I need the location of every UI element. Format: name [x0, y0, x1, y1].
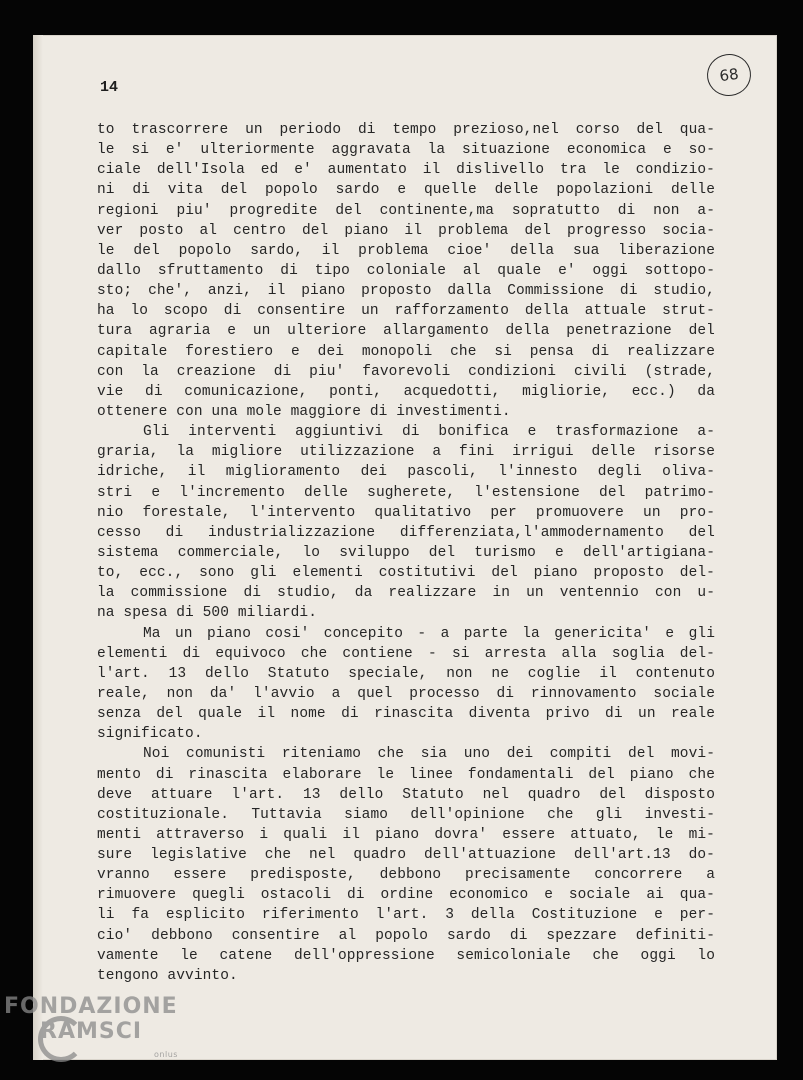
archive-number: 68 — [718, 64, 740, 86]
text-line: capitale forestiero e dei monopoli che si pensa di realizzare — [97, 343, 715, 360]
text-line: to trascorrere un periodo di tempo prezioso,nel corso del qua- — [97, 122, 715, 138]
page-spine-shadow — [33, 35, 43, 1060]
text-line: na spesa di 500 miliardi. — [97, 605, 318, 622]
text-line: le del popolo sardo, il problema cioe' della sua liberazione — [97, 242, 715, 259]
text-line: Noi comunisti riteniamo che sia uno dei compiti del movi- — [143, 746, 715, 763]
text-line: le si e' ulteriormente aggravata la situazione economica e so- — [97, 142, 715, 159]
text-line: la commissione di studio, da realizzare in un ventennio con u- — [97, 585, 715, 602]
watermark-line-2: RAMSCI — [40, 1019, 143, 1044]
text-line: rimuovere quegli ostacoli di ordine economico e sociale ai qua- — [97, 887, 715, 904]
text-line: nio forestale, l'intervento qualitativo per promuovere un pro- — [97, 504, 715, 521]
text-line: li fa esplicito riferimento l'art. 3 della Costituzione e per- — [97, 907, 715, 924]
text-line: sto; che', anzi, il piano proposto dalla Commissione di studio, — [97, 283, 715, 300]
text-line: significato. — [97, 726, 203, 743]
text-line: mento di rinascita elaborare le linee fondamentali del piano che — [97, 766, 715, 783]
archive-number-stamp — [704, 51, 753, 99]
page-number: 14 — [100, 79, 119, 96]
fondazione-gramsci-watermark — [4, 994, 178, 1059]
text-line: vranno essere predisposte, debbono precisamente concorrere a — [97, 867, 715, 884]
watermark-sub: onlus — [154, 1050, 178, 1059]
watermark-g-logo-icon — [38, 1016, 84, 1062]
text-line: tengono avvinto. — [97, 967, 238, 984]
text-line: senza del quale il nome di rinascita diventa privo di un reale — [97, 706, 715, 723]
text-line: reale, non da' l'avvio a quel processo di rinnovamento sociale — [97, 685, 715, 702]
text-line: ciale dell'Isola ed e' aumentato il dislivello tra le condizio- — [97, 162, 715, 179]
text-line: vie di comunicazione, ponti, acquedotti, migliorie, ecc.) da — [97, 383, 715, 400]
watermark-line-1: FONDAZIONE — [4, 994, 178, 1019]
text-line: cio' debbono consentire al popolo sardo di spezzare definiti- — [97, 927, 715, 944]
text-line: ottenere con una mole maggiore di investimenti. — [97, 403, 511, 420]
text-line: dallo sfruttamento di tipo coloniale al quale e' oggi sottopo- — [97, 262, 715, 279]
text-line: cesso di industrializzazione differenziata,l'ammodernamento del — [97, 524, 715, 541]
text-line: elementi di equivoco che contiene - si arresta alla soglia del- — [97, 645, 715, 662]
text-line: menti attraverso i quali il piano dovra' essere attuato, le mi- — [97, 826, 715, 843]
text-line: Ma un piano cosi' concepito - a parte la genericita' e gli — [143, 625, 715, 642]
text-line: idriche, il miglioramento dei pascoli, l'innesto degli oliva- — [97, 464, 715, 481]
text-line: sistema commerciale, lo sviluppo del turismo e dell'artigiana- — [97, 544, 715, 561]
text-line: regioni piu' progredite del continente,ma sopratutto di non a- — [97, 202, 715, 219]
text-line: l'art. 13 dello Statuto speciale, non ne coglie il contenuto — [97, 665, 715, 682]
text-line: ha lo scopo di consentire un rafforzamento della attuale strut- — [97, 303, 715, 320]
text-line: to, ecc., sono gli elementi costitutivi del piano proposto del- — [97, 565, 715, 582]
text-line: tura agraria e un ulteriore allargamento della penetrazione del — [97, 323, 715, 340]
document-page — [33, 35, 777, 1060]
text-line: costituzionale. Tuttavia siamo dell'opinione che gli investi- — [97, 806, 715, 823]
text-line: Gli interventi aggiuntivi di bonifica e trasformazione a- — [143, 424, 715, 441]
text-line: sure legislative che nel quadro dell'attuazione dell'art.13 do- — [97, 847, 715, 864]
body-text — [97, 120, 715, 986]
text-line: ver posto al centro del piano il problema del progresso socia- — [97, 222, 715, 239]
text-line: deve attuare l'art. 13 dello Statuto nel quadro del disposto — [97, 786, 715, 803]
text-line: graria, la migliore utilizzazione a fini irrigui delle risorse — [97, 444, 715, 461]
text-line: con la creazione di piu' favorevoli condizioni civili (strade, — [97, 363, 715, 380]
text-line: stri e l'incremento delle sugherete, l'estensione del patrimo- — [97, 484, 715, 501]
text-line: ni di vita del popolo sardo e quelle delle popolazioni delle — [97, 182, 715, 199]
text-line: vamente le catene dell'oppressione semicoloniale che oggi lo — [97, 947, 715, 964]
